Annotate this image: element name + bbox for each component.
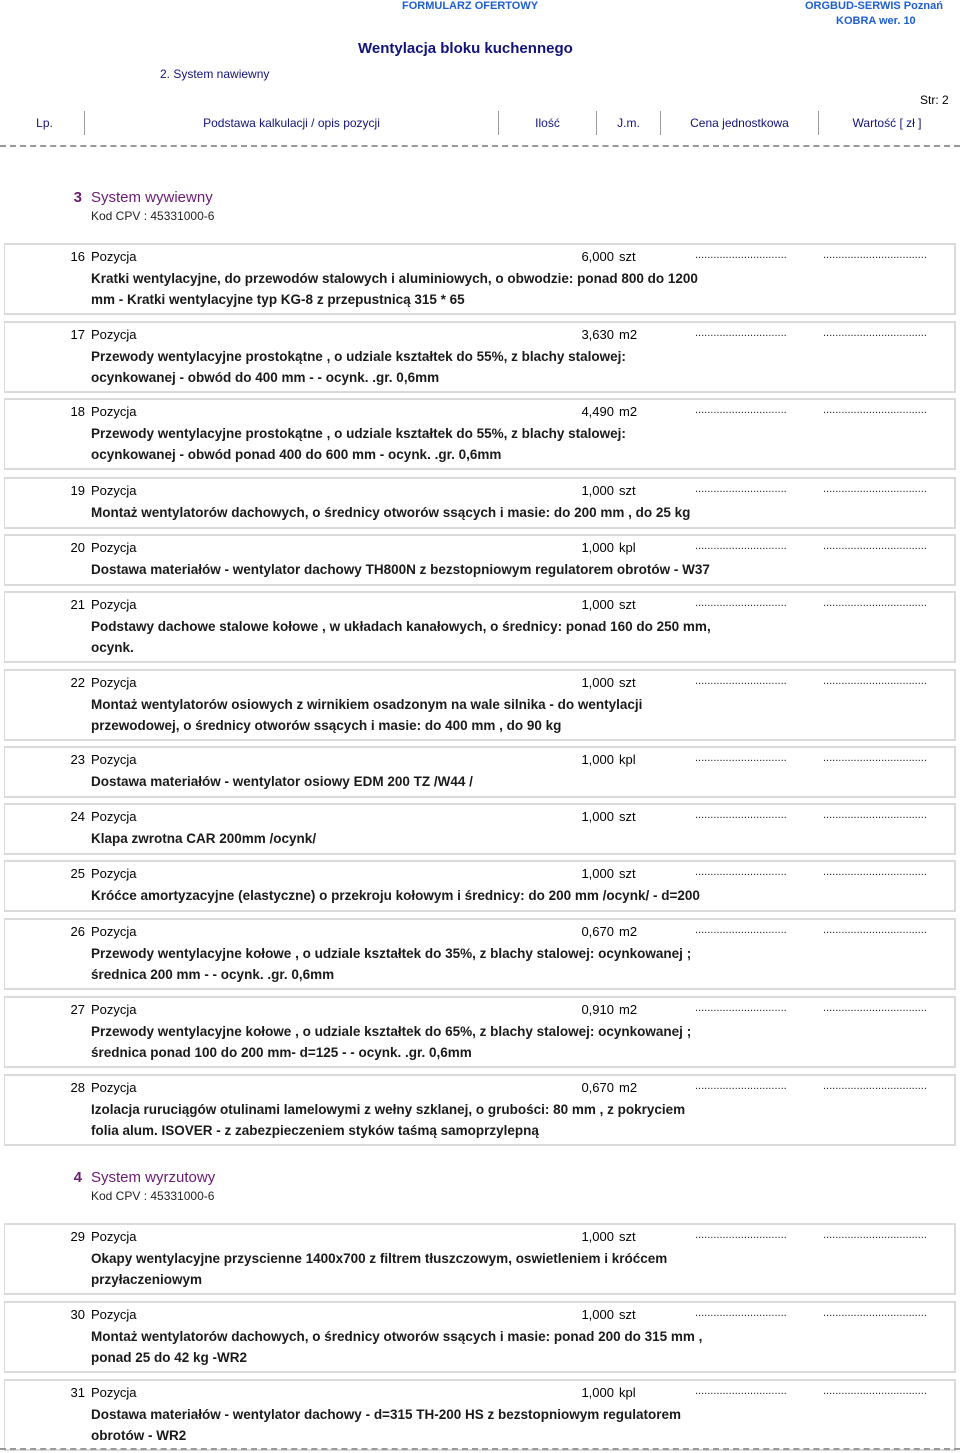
- unit-price-placeholder: ..............................: [695, 404, 787, 416]
- item-label: Pozycja: [91, 1229, 137, 1244]
- column-unit-price: Cena jednostkowa: [661, 111, 819, 135]
- item-number: 29: [70, 1229, 85, 1244]
- item-unit: m2: [619, 404, 638, 419]
- value-placeholder: ..................................: [823, 597, 927, 609]
- item-label: Pozycja: [91, 752, 137, 767]
- item-unit: szt: [619, 249, 636, 264]
- item-number: 27: [70, 1002, 85, 1017]
- item-number: 26: [70, 924, 85, 939]
- item-label: Pozycja: [91, 809, 137, 824]
- document-title: Wentylacja bloku kuchennego: [358, 40, 573, 57]
- value-placeholder: ..................................: [823, 1002, 927, 1014]
- item-quantity: 1,000: [581, 675, 614, 690]
- item-number: 28: [70, 1080, 85, 1095]
- item-quantity: 1,000: [581, 1307, 614, 1322]
- item-row: [4, 243, 956, 315]
- item-description: Przewody wentylacyjne kołowe , o udziale kształtek do 35%, z blachy stalowej: ocynkowanej ; średnica 200 mm - - ocynk. .gr. 0,6mm: [91, 946, 692, 982]
- section-title: System wywiewny: [91, 189, 213, 206]
- item-unit: kpl: [619, 752, 636, 767]
- item-unit: kpl: [619, 540, 636, 555]
- unit-price-placeholder: ..............................: [695, 866, 787, 878]
- item-label: Pozycja: [91, 540, 137, 555]
- value-placeholder: ..................................: [823, 1307, 927, 1319]
- unit-price-placeholder: ..............................: [695, 1307, 787, 1319]
- item-number: 23: [70, 752, 85, 767]
- column-header-row: [5, 111, 955, 135]
- item-unit: kpl: [619, 1385, 636, 1400]
- item-description: Montaż wentylatorów dachowych, o średnicy otworów ssących i masie: do 200 mm , do 25 kg: [91, 505, 691, 520]
- item-row: [4, 918, 956, 990]
- item-unit: szt: [619, 1229, 636, 1244]
- item-quantity: 0,910: [581, 1002, 614, 1017]
- unit-price-placeholder: ..............................: [695, 675, 787, 687]
- item-unit: szt: [619, 809, 636, 824]
- item-label: Pozycja: [91, 866, 137, 881]
- section-cpv-code: Kod CPV : 45331000-6: [91, 1189, 215, 1203]
- item-row: [4, 746, 956, 798]
- item-label: Pozycja: [91, 404, 137, 419]
- item-number: 19: [70, 483, 85, 498]
- item-quantity: 1,000: [581, 809, 614, 824]
- column-description: Podstawa kalkulacji / opis pozycji: [85, 111, 499, 135]
- value-placeholder: ..................................: [823, 866, 927, 878]
- item-quantity: 1,000: [581, 483, 614, 498]
- item-description: Izolacja ruruciągów otulinami lamelowymi z wełny szklanej, o grubości: 80 mm , z pokryciem folia alum. ISOVER - z zabezpieczeniem styków taśmą samoprzylepną: [91, 1102, 686, 1138]
- item-row: [4, 591, 956, 663]
- item-row: [4, 321, 956, 393]
- item-unit: szt: [619, 866, 636, 881]
- item-description: Montaż wentylatorów osiowych z wirnikiem osadzonym na wale silnika - do wentylacji przewodowej, o średnicy otworów ssących i masie: do 400 mm , do 90 kg: [91, 697, 643, 733]
- footer-divider: [0, 1448, 960, 1450]
- item-description: Podstawy dachowe stalowe kołowe , w układach kanałowych, o średnicy: ponad 160 do 250 mm, ocynk.: [91, 619, 711, 655]
- item-row: [4, 477, 956, 529]
- value-placeholder: ..................................: [823, 1229, 927, 1241]
- unit-price-placeholder: ..............................: [695, 483, 787, 495]
- unit-price-placeholder: ..............................: [695, 1229, 787, 1241]
- unit-price-placeholder: ..............................: [695, 924, 787, 936]
- item-quantity: 3,630: [581, 327, 614, 342]
- item-label: Pozycja: [91, 249, 137, 264]
- item-quantity: 0,670: [581, 1080, 614, 1095]
- item-description: Przewody wentylacyjne kołowe , o udziale kształtek do 65%, z blachy stalowej: ocynkowanej ; średnica ponad 100 do 200 mm- d=125 - - ocynk. .gr. 0,6mm: [91, 1024, 692, 1060]
- item-number: 21: [70, 597, 85, 612]
- value-placeholder: ..................................: [823, 404, 927, 416]
- item-description: Okapy wentylacyjne przyscienne 1400x700 z filtrem tłuszczowym, oswietleniem i króćcem przyłaczeniowym: [91, 1251, 668, 1287]
- item-label: Pozycja: [91, 1002, 137, 1017]
- unit-price-placeholder: ..............................: [695, 1385, 787, 1397]
- item-row: [4, 1379, 956, 1451]
- item-unit: m2: [619, 924, 638, 939]
- item-unit: szt: [619, 597, 636, 612]
- item-label: Pozycja: [91, 675, 137, 690]
- item-unit: m2: [619, 1002, 638, 1017]
- item-label: Pozycja: [91, 327, 137, 342]
- item-number: 18: [70, 404, 85, 419]
- value-placeholder: ..................................: [823, 924, 927, 936]
- value-placeholder: ..................................: [823, 752, 927, 764]
- unit-price-placeholder: ..............................: [695, 249, 787, 261]
- item-number: 25: [70, 866, 85, 881]
- item-description: Przewody wentylacyjne prostokątne , o udziale kształtek do 55%, z blachy stalowej: ocynkowanej - obwód ponad 400 do 600 mm - ocynk. .gr. 0,6mm: [91, 426, 626, 462]
- item-label: Pozycja: [91, 1080, 137, 1095]
- value-placeholder: ..................................: [823, 249, 927, 261]
- unit-price-placeholder: ..............................: [695, 752, 787, 764]
- unit-price-placeholder: ..............................: [695, 327, 787, 339]
- item-row: [4, 860, 956, 912]
- header-divider: [0, 145, 960, 147]
- item-description: Montaż wentylatorów dachowych, o średnicy otworów ssących i masie: ponad 200 do 315 mm , ponad 25 do 42 kg -WR2: [91, 1329, 703, 1365]
- column-lp: Lp.: [5, 111, 85, 135]
- unit-price-placeholder: ..............................: [695, 1080, 787, 1092]
- form-title: FORMULARZ OFERTOWY: [402, 0, 539, 12]
- unit-price-placeholder: ..............................: [695, 1002, 787, 1014]
- item-row: [4, 1074, 956, 1146]
- column-value: Wartość [ zł ]: [852, 116, 922, 130]
- item-unit: szt: [619, 1307, 636, 1322]
- item-label: Pozycja: [91, 1385, 137, 1400]
- item-quantity: 6,000: [581, 249, 614, 264]
- item-label: Pozycja: [91, 597, 137, 612]
- page-number: Str: 2: [920, 93, 949, 107]
- value-placeholder: ..................................: [823, 1080, 927, 1092]
- item-label: Pozycja: [91, 924, 137, 939]
- item-description: Przewody wentylacyjne prostokątne , o udziale kształtek do 55%, z blachy stalowej: ocynkowanej - obwód do 400 mm - - ocynk. .gr. 0,6mm: [91, 349, 626, 385]
- item-unit: szt: [619, 675, 636, 690]
- unit-price-placeholder: ..............................: [695, 540, 787, 552]
- section-number: 4: [73, 1169, 82, 1186]
- unit-price-placeholder: ..............................: [695, 809, 787, 821]
- item-description: Króćce amortyzacyjne (elastyczne) o przekroju kołowym i średnicy: do 200 mm /ocynk/ - d=200: [91, 888, 700, 903]
- item-number: 24: [70, 809, 85, 824]
- item-row: [4, 398, 956, 470]
- item-quantity: 1,000: [581, 866, 614, 881]
- value-placeholder: ..................................: [823, 540, 927, 552]
- column-unit: J.m.: [597, 111, 661, 135]
- item-description: Kratki wentylacyjne, do przewodów stalowych i aluminiowych, o obwodzie: ponad 800 do 1200 mm - Kratki wentylacyjne typ KG-8 z przepustnicą 315 * 65: [91, 271, 698, 307]
- item-number: 22: [70, 675, 85, 690]
- item-row: [4, 803, 956, 855]
- item-number: 30: [70, 1307, 85, 1322]
- item-number: 17: [70, 327, 85, 342]
- document-subtitle: 2. System nawiewny: [160, 67, 270, 81]
- item-unit: m2: [619, 1080, 638, 1095]
- item-row: [4, 1301, 956, 1373]
- item-row: [4, 534, 956, 586]
- item-description: Klapa zwrotna CAR 200mm /ocynk/: [91, 831, 317, 846]
- item-unit: szt: [619, 483, 636, 498]
- item-label: Pozycja: [91, 1307, 137, 1322]
- value-placeholder: ..................................: [823, 809, 927, 821]
- item-quantity: 1,000: [581, 597, 614, 612]
- item-description: Dostawa materiałów - wentylator osiowy EDM 200 TZ /W44 /: [91, 774, 473, 789]
- item-description: Dostawa materiałów - wentylator dachowy TH800N z bezstopniowym regulatorem obrotów - W37: [91, 562, 710, 577]
- item-quantity: 1,000: [581, 540, 614, 555]
- item-label: Pozycja: [91, 483, 137, 498]
- unit-price-placeholder: ..............................: [695, 597, 787, 609]
- value-placeholder: ..................................: [823, 1385, 927, 1397]
- item-row: [4, 1223, 956, 1295]
- item-quantity: 1,000: [581, 1385, 614, 1400]
- item-unit: m2: [619, 327, 638, 342]
- item-quantity: 1,000: [581, 752, 614, 767]
- section-title: System wyrzutowy: [91, 1169, 216, 1186]
- item-quantity: 1,000: [581, 1229, 614, 1244]
- item-number: 16: [70, 249, 85, 264]
- section-number: 3: [73, 189, 82, 206]
- software-version: KOBRA wer. 10: [836, 15, 916, 27]
- value-placeholder: ..................................: [823, 483, 927, 495]
- item-description: Dostawa materiałów - wentylator dachowy - d=315 TH-200 HS z bezstopniowym regulatorem obrotów - WR2: [91, 1407, 682, 1443]
- item-number: 20: [70, 540, 85, 555]
- value-placeholder: ..................................: [823, 327, 927, 339]
- item-quantity: 0,670: [581, 924, 614, 939]
- item-row: [4, 669, 956, 741]
- company-name: ORGBUD-SERWIS Poznań: [805, 0, 943, 12]
- item-number: 31: [70, 1385, 85, 1400]
- section-cpv-code: Kod CPV : 45331000-6: [91, 209, 215, 223]
- column-quantity: Ilość: [499, 111, 597, 135]
- item-row: [4, 996, 956, 1068]
- item-quantity: 4,490: [581, 404, 614, 419]
- value-placeholder: ..................................: [823, 675, 927, 687]
